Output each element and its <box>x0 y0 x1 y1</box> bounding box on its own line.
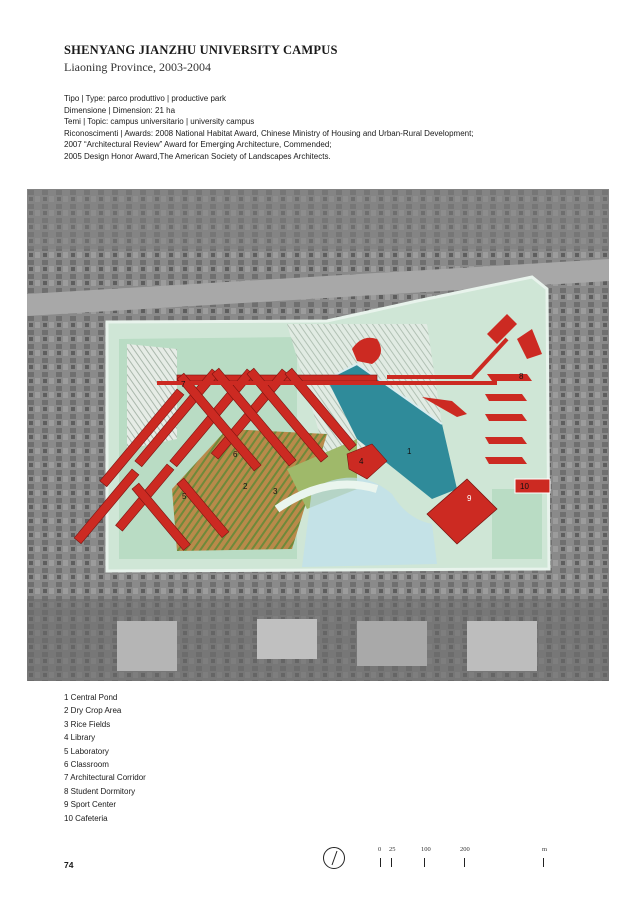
plan-label-6: 6 <box>233 450 238 459</box>
info-topic: Temi | Topic: campus universitario | university campus <box>64 117 255 127</box>
scale-label-25: 25 <box>389 846 396 853</box>
scale-tick <box>543 858 544 867</box>
legend-item: 1 Central Pond <box>64 693 118 702</box>
legend-item: 2 Dry Crop Area <box>64 706 122 716</box>
plan-label-1: 1 <box>407 447 412 456</box>
legend-item: 6 Classroom <box>64 760 109 770</box>
legend-item: 7 Architectural Corridor <box>64 773 146 783</box>
info-award-2007: 2007 “Architectural Review” Award for Emerging Architecture, Commended; <box>64 140 332 150</box>
project-info <box>64 93 604 163</box>
info-type: Tipo | Type: parco produttivo | productive park <box>64 94 227 103</box>
scale-label-200: 200 <box>460 846 470 853</box>
north-arrow-icon <box>322 846 346 875</box>
legend-item: 10 Cafeteria <box>64 813 108 823</box>
scale-tick <box>391 858 392 867</box>
legend-item: 5 Laboratory <box>64 746 109 756</box>
scale-tick <box>464 858 465 867</box>
scale-tick <box>424 858 425 867</box>
plan-label-8: 8 <box>519 372 524 381</box>
scale-bar <box>378 846 558 870</box>
scale-label-100: 100 <box>421 846 431 853</box>
plan-legend <box>64 691 146 825</box>
info-dimension: Dimensione | Dimension: 21 ha <box>64 105 176 115</box>
plan-label-5: 5 <box>182 492 187 501</box>
plan-label-3: 3 <box>273 487 278 496</box>
plan-label-4: 4 <box>359 457 364 466</box>
scale-label-0: 0 <box>378 846 382 853</box>
legend-item: 9 Sport Center <box>64 800 117 810</box>
scale-label-m: m <box>542 846 548 853</box>
plan-label-7: 7 <box>181 380 186 389</box>
legend-item: 8 Student Dormitory <box>64 786 136 796</box>
plan-label-10: 10 <box>520 482 529 491</box>
page-title: SHENYANG JIANZHU UNIVERSITY CAMPUS <box>64 43 338 57</box>
scale-tick <box>380 858 381 867</box>
plan-label-2: 2 <box>243 482 248 491</box>
plan-label-9: 9 <box>467 494 472 503</box>
page-number: 74 <box>64 860 74 870</box>
page-subtitle: Liaoning Province, 2003-2004 <box>64 60 211 74</box>
legend-item: 3 Rice Fields <box>64 719 111 729</box>
legend-item: 4 Library <box>64 733 96 743</box>
info-awards: Riconoscimenti | Awards: 2008 National Habitat Award, Chinese Ministry of Housing and Urban-Rural Development; <box>64 128 474 138</box>
info-award-2005: 2005 Design Honor Award,The American Society of Landscapes Architects. <box>64 151 331 161</box>
campus-site-plan <box>27 189 609 681</box>
